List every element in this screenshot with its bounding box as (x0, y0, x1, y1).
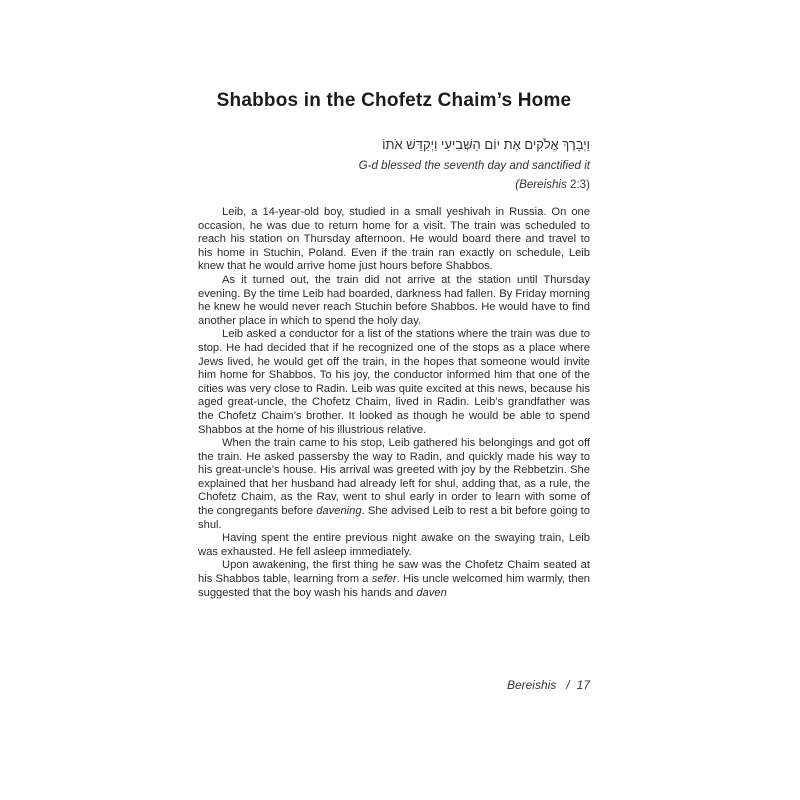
citation-source: (Bereishis (515, 178, 567, 191)
paragraph-segment: . His uncle welcomed him warmly, then suggested that the boy wash his hands and (198, 573, 591, 599)
body-paragraph (198, 559, 590, 600)
body-paragraph (198, 532, 590, 559)
body-paragraph (198, 274, 590, 328)
paragraph-segment: Leib asked a conductor for a list of the stations where the train was due to stop. He had decided that if he recognized one of the stops as a place where Jews lived, he would get off the train, in the hopes that someone would invite him home for Shabbos. To his joy, the conductor informed him that one of the cities was very close to Radin. Leib was quite excited at this news, because his aged great-uncle, the Chofetz Chaim, lived in Radin. Leib’s grandfather was the Chofetz Chaim’s brother. It looked as though he would be able to spend Shabbos at the home of his illustrious relative. (198, 328, 590, 436)
verse-citation (198, 177, 590, 192)
verse-block (198, 136, 590, 192)
italic-term: daven (416, 586, 447, 599)
hebrew-verse: וַיְבָרֶךְ אֱלֹקִים אֶת יוֹם הַשְּׁבִיעִי וַיְקַדֵּשׁ אֹתוֹ (382, 137, 590, 152)
footer-section-name: Bereishis (506, 678, 557, 692)
body-paragraph (198, 206, 590, 274)
paragraph-segment: Upon awakening, the first thing he saw was the Chofetz Chaim seated at his Shabbos table, learning from a (198, 559, 590, 586)
body-paragraph (198, 437, 590, 532)
italic-term: davening (316, 505, 362, 518)
text-block (198, 90, 590, 600)
paragraph-segment: Having spent the entire previous night awake on the swaying train, Leib was exhausted. He fell asleep immediately. (198, 532, 590, 558)
paragraph-segment: . She advised Leib to rest a bit before going to shul. (198, 505, 590, 531)
body-paragraph (198, 328, 590, 437)
story-text (198, 206, 590, 600)
citation-reference: 2:3) (566, 178, 590, 191)
paragraph-segment: Leib, a 14-year-old boy, studied in a small yeshivah in Russia. On one occasion, he was due to return home for a visit. The train was scheduled to reach his station on Thursday afternoon. He would board there and travel to his home in Stuchin, Poland. Even if the train ran exactly on schedule, Leib knew that he would arrive home just hours before Shabbos. (198, 206, 590, 273)
verse-translation: G-d blessed the seventh day and sanctified it (358, 159, 590, 172)
page-number: 17 (576, 678, 590, 692)
paragraph-segment: When the train came to his stop, Leib gathered his belongings and got off the train. He asked passersby the way to Radin, and quickly made his way to his great-uncle’s house. His arrival was greeted with joy by the Rebbetzin. She explained that her husband had already left for shul, adding that, as a rule, the Chofetz Chaim, as the Rav, went to shul early in order to learn with some of the congregants before (198, 437, 590, 518)
footer-separator: / (566, 678, 570, 692)
page-title: Shabbos in the Chofetz Chaim’s Home (216, 90, 572, 111)
italic-term: sefer (371, 573, 397, 586)
page-footer (198, 678, 590, 692)
paragraph-segment: As it turned out, the train did not arrive at the station until Thursday evening. By the time Leib had boarded, darkness had fallen. By Friday morning he knew he would never reach Stuchin before Shabbos. He would have to find another place in which to spend the holy day. (198, 273, 590, 327)
